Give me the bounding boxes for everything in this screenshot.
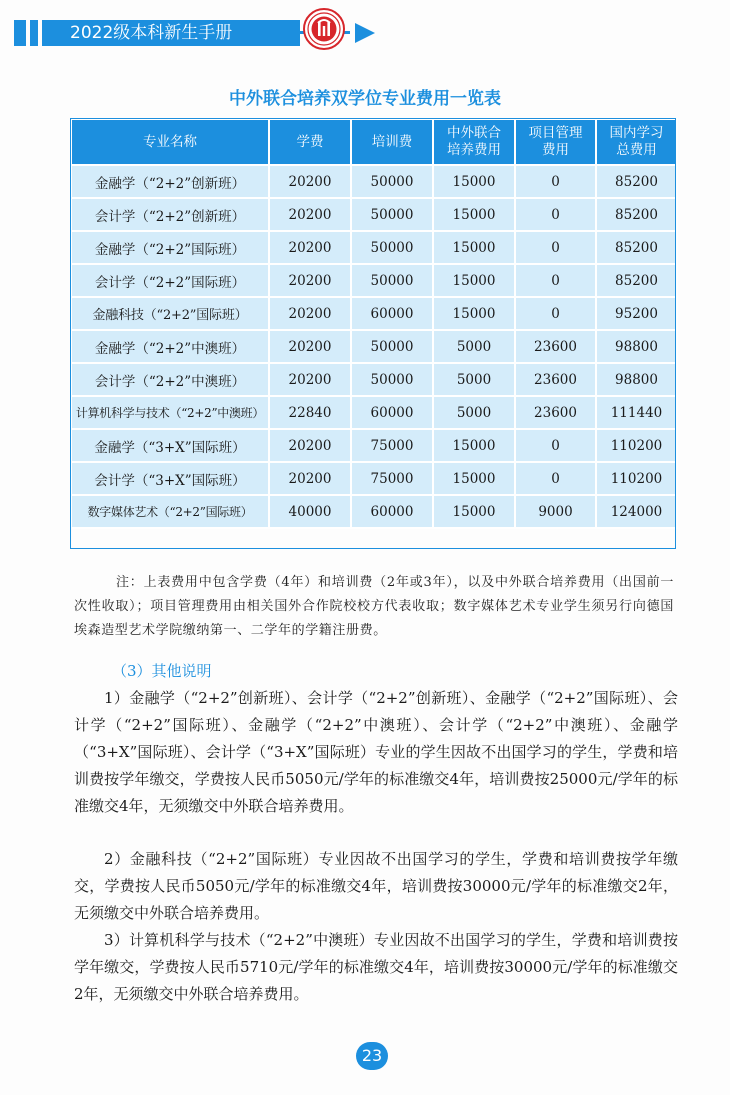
handbook-title: 2022级本科新生手册: [42, 20, 300, 46]
major-name-cell: 金融学（“2+2”创新班）: [71, 165, 269, 198]
page-header: [0, 0, 730, 62]
fee-cell: 15000: [433, 462, 515, 495]
column-header-label: 项目管理: [528, 125, 583, 141]
table-title: 中外联合培养双学位专业费用一览表: [229, 89, 501, 109]
fee-cell: 85200: [596, 264, 677, 297]
fee-cell: 15000: [433, 495, 515, 528]
fee-cell: 9000: [515, 495, 596, 528]
fee-cell: 0: [515, 462, 596, 495]
column-header-label: 培养费用: [447, 142, 501, 158]
fee-cell: 23600: [515, 363, 596, 396]
fee-cell: 15000: [433, 165, 515, 198]
page-number: 23: [356, 1042, 388, 1070]
fee-cell: 98800: [596, 330, 677, 363]
major-name-cell: 会计学（“2+2”中澳班）: [71, 363, 269, 396]
fee-cell: 0: [515, 297, 596, 330]
fee-cell: 50000: [351, 363, 433, 396]
fee-cell: 85200: [596, 165, 677, 198]
table-header-row: [71, 119, 677, 165]
column-header: [269, 119, 351, 165]
fee-cell: 20200: [269, 297, 351, 330]
fee-cell: 5000: [433, 330, 515, 363]
table-row: [71, 396, 677, 429]
fee-cell: 15000: [433, 264, 515, 297]
column-header: [71, 119, 269, 165]
fee-cell: 85200: [596, 231, 677, 264]
major-name-cell: 会计学（“3+X”国际班）: [71, 462, 269, 495]
header-stripe: [30, 20, 38, 46]
fee-table: [70, 118, 678, 529]
fee-cell: 60000: [351, 495, 433, 528]
column-header: [433, 119, 515, 165]
fee-cell: 98800: [596, 363, 677, 396]
major-name-cell: 数字媒体艺术（“2+2”国际班）: [71, 495, 269, 528]
table-row: [71, 165, 677, 198]
paragraph: 3）计算机科学与技术（“2+2”中澳班）专业因故不出国学习的学生，学费和培训费按学年缴交，学费按人民币5710元/学年的标准缴交4年，培训费按30000元/学年的标准缴交2年，无须缴交中外联合培养费用。: [74, 931, 678, 1003]
fee-cell: 95200: [596, 297, 677, 330]
fee-cell: 20200: [269, 363, 351, 396]
column-header-label: 中外联合: [447, 125, 501, 141]
fee-cell: 0: [515, 165, 596, 198]
fee-cell: 20200: [269, 264, 351, 297]
fee-cell: 75000: [351, 429, 433, 462]
fee-cell: 23600: [515, 396, 596, 429]
header-arrow-icon: [355, 23, 375, 43]
table-row: [71, 198, 677, 231]
header-stripe: [14, 20, 26, 46]
column-header-label: 国内学习: [609, 125, 664, 141]
major-name-cell: 金融科技（“2+2”国际班）: [71, 297, 269, 330]
fee-cell: 15000: [433, 429, 515, 462]
section-title: （3）其他说明: [112, 662, 212, 680]
fee-cell: 50000: [351, 231, 433, 264]
fee-cell: 50000: [351, 198, 433, 231]
fee-cell: 20200: [269, 165, 351, 198]
fee-cell: 20200: [269, 330, 351, 363]
major-name-cell: 金融学（“2+2”中澳班）: [71, 330, 269, 363]
fee-cell: 15000: [433, 231, 515, 264]
fee-cell: 0: [515, 264, 596, 297]
fee-cell: 60000: [351, 297, 433, 330]
paragraph: 1）金融学（“2+2”创新班）、会计学（“2+2”创新班）、金融学（“2+2”国际班）、会计学（“2+2”国际班）、金融学（“2+2”中澳班）、会计学（“2+2”中澳班）、金融学（“3+X”国际班）、会计学（“3+X”国际班）专业的学生因故不出国学习的学生，学费和培训费按学年缴交，学费按人民币5050元/学年的标准缴交4年，培训费按25000元/学年的标准缴交4年，无须缴交中外联合培养费用。: [74, 689, 678, 815]
fee-cell: 85200: [596, 198, 677, 231]
fee-cell: 60000: [351, 396, 433, 429]
table-row: [71, 231, 677, 264]
major-name-cell: 金融学（“3+X”国际班）: [71, 429, 269, 462]
fee-cell: 15000: [433, 198, 515, 231]
column-header: [515, 119, 596, 165]
table-row: [71, 330, 677, 363]
table-row: [71, 429, 677, 462]
major-name-cell: 会计学（“2+2”创新班）: [71, 198, 269, 231]
column-header-label: 总费用: [616, 142, 657, 158]
fee-cell: 0: [515, 429, 596, 462]
fee-cell: 20200: [269, 231, 351, 264]
fee-cell: 20200: [269, 429, 351, 462]
fee-cell: 15000: [433, 297, 515, 330]
major-name-cell: 会计学（“2+2”国际班）: [71, 264, 269, 297]
column-header-label: 专业名称: [143, 133, 197, 150]
fee-cell: 50000: [351, 165, 433, 198]
fee-cell: 5000: [433, 396, 515, 429]
fee-cell: 20200: [269, 198, 351, 231]
fee-cell: 0: [515, 231, 596, 264]
fee-cell: 5000: [433, 363, 515, 396]
fee-cell: 0: [515, 198, 596, 231]
fee-cell: 22840: [269, 396, 351, 429]
column-header: [596, 119, 677, 165]
fee-cell: 124000: [596, 495, 677, 528]
column-header-label: 费用: [542, 142, 569, 158]
fee-cell: 110200: [596, 429, 677, 462]
major-name-cell: 金融学（“2+2”国际班）: [71, 231, 269, 264]
fee-cell: 50000: [351, 264, 433, 297]
table-row: [71, 363, 677, 396]
table-note: 注：上表费用中包含学费（4年）和培训费（2年或3年），以及中外联合培养费用（出国前一次性收取）；项目管理费用由相关国外合作院校校方代表收取；数字媒体艺术专业学生须另行向德国埃森造型艺术学院缴纳第一、二学年的学籍注册费。: [74, 575, 674, 638]
table-body: [71, 165, 677, 528]
fee-cell: 20200: [269, 462, 351, 495]
table-row: [71, 495, 677, 528]
university-logo-icon: [303, 8, 345, 50]
table-row: [71, 297, 677, 330]
column-header-label: 学费: [296, 133, 324, 150]
fee-cell: 111440: [596, 396, 677, 429]
major-name-cell: 计算机科学与技术（“2+2”中澳班）: [71, 396, 269, 429]
paragraph: 2）金融科技（“2+2”国际班）专业因故不出国学习的学生，学费和培训费按学年缴交，学费按人民币5050元/学年的标准缴交4年，培训费按30000元/学年的标准缴交2年，无须缴交中外联合培养费用。: [74, 850, 678, 922]
column-header: [351, 119, 433, 165]
table-row: [71, 264, 677, 297]
column-header-label: 培训费: [371, 133, 413, 150]
fee-cell: 23600: [515, 330, 596, 363]
fee-cell: 50000: [351, 330, 433, 363]
fee-cell: 40000: [269, 495, 351, 528]
fee-cell: 75000: [351, 462, 433, 495]
table-row: [71, 462, 677, 495]
fee-cell: 110200: [596, 462, 677, 495]
